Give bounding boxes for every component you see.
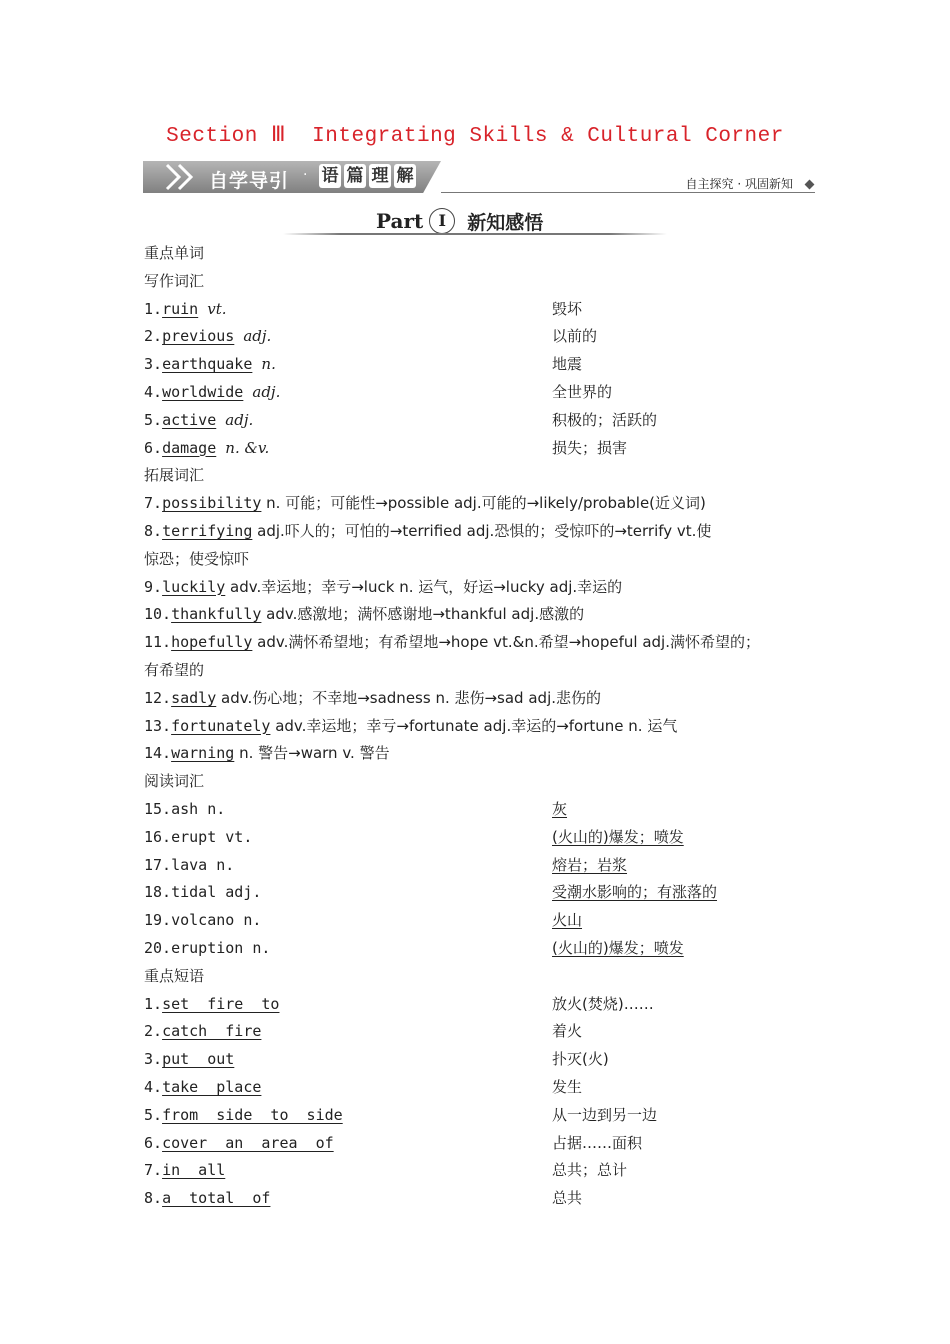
chevron-right-icon	[163, 163, 203, 191]
part-word: Part	[376, 209, 424, 233]
entry-number: 8.	[144, 521, 163, 540]
entry-number: 2.	[144, 327, 163, 346]
phrase-entry	[144, 1046, 234, 1074]
entry-number: 5.	[144, 1105, 163, 1124]
list-item	[144, 1046, 824, 1074]
answer-meaning: 灰	[552, 799, 568, 818]
answer-word: previous	[162, 327, 235, 346]
word-entry: 17.lava n.	[144, 855, 235, 874]
answer-meaning: 火山	[552, 911, 583, 930]
word-derivation: adv.幸运地；幸亏→luck n. 运气，好运→lucky adj.幸运的	[225, 577, 623, 596]
heading-key-phrases: 重点短语	[144, 966, 205, 985]
boxed-char: 解	[394, 164, 416, 188]
word-meaning: 以前的	[552, 327, 598, 346]
list-item	[144, 518, 824, 546]
banner-subtitle: 自主探究 · 巩固新知	[685, 177, 793, 191]
phrase-meaning: 总共	[552, 1189, 583, 1208]
word-entry	[144, 685, 601, 713]
entry-number: 4.	[144, 382, 163, 401]
word-entry: 19.volcano n.	[144, 911, 262, 930]
word-derivation: n. 警告→warn v. 警告	[234, 744, 390, 763]
answer-word: active	[162, 410, 217, 429]
entry-number: 2.	[144, 1022, 163, 1041]
heading-reading-words: 阅读词汇	[144, 772, 205, 791]
banner-divider	[441, 192, 815, 193]
word-derivation: adj.吓人的；可怕的→terrified adj.恐惧的；受惊吓的→terrify vt.使	[252, 521, 712, 540]
answer-phrase: put out	[162, 1050, 235, 1069]
word-entry	[144, 490, 706, 518]
list-item	[144, 685, 824, 713]
word-derivation: n. 可能；可能性→possible adj.可能的→likely/probable(近义词)	[261, 494, 706, 513]
answer-word: earthquake	[162, 355, 253, 374]
list-item	[144, 1102, 824, 1130]
entry-number: 1.	[144, 299, 163, 318]
word-meaning: 全世界的	[552, 382, 613, 401]
word-entry: 16.erupt vt.	[144, 827, 253, 846]
word-entry	[144, 629, 760, 657]
word-meaning: 毁坏	[552, 299, 583, 318]
phrase-meaning: 放火(焚烧)……	[552, 994, 654, 1013]
answer-word: luckily	[162, 577, 226, 596]
entry-number: 8.	[144, 1189, 163, 1208]
boxed-char: 语	[319, 164, 341, 188]
word-entry	[144, 518, 711, 546]
part-heading	[376, 207, 543, 235]
list-item	[144, 490, 824, 518]
word-meaning: 损失；损害	[552, 438, 628, 457]
part-numeral: I	[429, 208, 455, 234]
entry-number: 7.	[144, 1161, 163, 1180]
answer-word: possibility	[162, 494, 262, 513]
boxed-char: 篇	[344, 164, 366, 188]
word-entry: 15.ash n.	[144, 799, 226, 818]
list-item	[144, 1185, 824, 1213]
word-derivation: adv.幸运地；幸亏→fortunate adj.幸运的→fortune n. 运气	[270, 716, 678, 735]
entry-number: 4.	[144, 1077, 163, 1096]
list-item	[144, 1074, 824, 1102]
word-entry	[144, 351, 276, 379]
word-entry	[144, 740, 390, 768]
list-item	[144, 1018, 824, 1046]
part-of-speech: vt.	[207, 299, 227, 318]
answer-word: warning	[171, 744, 235, 763]
word-entry: 18.tidal adj.	[144, 883, 262, 902]
banner-boxed-title	[319, 164, 416, 188]
answer-meaning: 熔岩；岩浆	[552, 855, 628, 874]
entry-number: 11.	[144, 633, 172, 652]
list-item	[144, 796, 824, 824]
phrase-meaning: 着火	[552, 1022, 583, 1041]
answer-phrase: catch fire	[162, 1022, 262, 1041]
list-item	[144, 435, 824, 463]
list-item	[144, 296, 824, 324]
word-entry	[144, 296, 227, 324]
word-entry	[144, 379, 280, 407]
answer-meaning: (火山的)爆发；喷发	[552, 827, 684, 846]
entry-number: 5.	[144, 410, 163, 429]
word-entry	[144, 574, 622, 602]
word-entry	[144, 435, 269, 463]
page-title: Section Ⅲ Integrating Skills & Cultural Corner	[166, 125, 784, 148]
word-entry	[144, 601, 584, 629]
answer-phrase: in all	[162, 1161, 226, 1180]
list-item	[144, 713, 824, 741]
answer-phrase: set fire to	[162, 994, 280, 1013]
answer-word: sadly	[171, 688, 217, 707]
phrase-meaning: 扑灭(火)	[552, 1050, 609, 1069]
heading-extended-words: 拓展词汇	[144, 466, 205, 485]
word-derivation: adv.满怀希望地；有希望地→hope vt.&n.希望→hopeful adj.满怀希望的；	[252, 633, 760, 652]
list-item	[144, 407, 824, 435]
word-meaning: 积极的；活跃的	[552, 410, 658, 429]
list-item	[144, 323, 824, 351]
entry-number: 3.	[144, 355, 163, 374]
phrase-entry	[144, 1074, 261, 1102]
list-item	[144, 879, 824, 907]
answer-phrase: cover an area of	[162, 1133, 334, 1152]
word-meaning: 地震	[552, 355, 583, 374]
heading-key-words: 重点单词	[144, 244, 205, 262]
phrase-entry	[144, 1018, 261, 1046]
answer-word: fortunately	[171, 716, 271, 735]
answer-word: hopefully	[171, 633, 253, 652]
derivation-continued: 惊恐；使受惊吓	[144, 549, 250, 568]
phrase-meaning: 占据……面积	[552, 1133, 643, 1152]
answer-meaning: (火山的)爆发；喷发	[552, 938, 684, 957]
phrase-entry	[144, 1157, 225, 1185]
list-item	[144, 351, 824, 379]
answer-phrase: a total of	[162, 1189, 271, 1208]
part-divider	[283, 233, 667, 235]
list-item	[144, 991, 824, 1019]
word-derivation: adv.伤心地；不幸地→sadness n. 悲伤→sad adj.悲伤的	[216, 688, 601, 707]
phrase-meaning: 发生	[552, 1077, 583, 1096]
entry-number: 6.	[144, 1133, 163, 1152]
list-item	[144, 824, 824, 852]
entry-number: 10.	[144, 605, 172, 624]
list-item	[144, 379, 824, 407]
phrase-entry	[144, 991, 279, 1019]
entry-number: 9.	[144, 577, 163, 596]
part-of-speech: adj.	[252, 382, 281, 401]
list-item	[144, 907, 824, 935]
list-item-continuation	[144, 546, 824, 574]
phrase-meaning: 总共；总计	[552, 1161, 628, 1180]
word-entry	[144, 323, 271, 351]
phrase-meaning: 从一边到另一边	[552, 1105, 658, 1124]
list-item-continuation	[144, 657, 824, 685]
word-entry	[144, 713, 677, 741]
heading-writing-words: 写作词汇	[144, 271, 205, 290]
word-entry: 20.eruption n.	[144, 938, 271, 957]
derivation-continued: 有希望的	[144, 660, 205, 679]
boxed-char: 理	[369, 164, 391, 188]
banner-dot: ·	[303, 167, 308, 183]
phrase-entry	[144, 1185, 270, 1213]
phrase-entry	[144, 1102, 343, 1130]
entry-number: 7.	[144, 494, 163, 513]
word-derivation: adv.感激地；满怀感谢地→thankful adj.感激的	[261, 605, 585, 624]
entry-number: 6.	[144, 438, 163, 457]
list-item	[144, 601, 824, 629]
list-item	[144, 1130, 824, 1158]
entry-number: 12.	[144, 688, 172, 707]
part-of-speech: adj.	[225, 410, 254, 429]
list-item	[144, 935, 824, 963]
answer-word: worldwide	[162, 382, 244, 401]
banner-title: 自学导引	[209, 170, 290, 192]
list-item	[144, 629, 824, 657]
list-item	[144, 740, 824, 768]
part-title: 新知感悟	[467, 211, 544, 234]
list-item	[144, 852, 824, 880]
list-item	[144, 1157, 824, 1185]
answer-meaning: 受潮水影响的；有涨落的	[552, 883, 718, 902]
answer-phrase: take place	[162, 1077, 262, 1096]
list-item	[144, 574, 824, 602]
answer-word: ruin	[162, 299, 199, 318]
diamond-icon	[805, 180, 815, 190]
part-of-speech: n.	[261, 355, 276, 374]
entry-number: 3.	[144, 1050, 163, 1069]
phrase-entry	[144, 1130, 334, 1158]
entry-number: 13.	[144, 716, 172, 735]
entry-number: 14.	[144, 744, 172, 763]
part-of-speech: n. &v.	[225, 438, 270, 457]
answer-word: damage	[162, 438, 217, 457]
word-entry	[144, 407, 253, 435]
entry-number: 1.	[144, 994, 163, 1013]
answer-word: terrifying	[162, 521, 253, 540]
answer-word: thankfully	[171, 605, 262, 624]
answer-phrase: from side to side	[162, 1105, 343, 1124]
vocabulary-list	[144, 240, 824, 1213]
section-banner	[143, 161, 815, 195]
part-of-speech: adj.	[243, 327, 272, 346]
